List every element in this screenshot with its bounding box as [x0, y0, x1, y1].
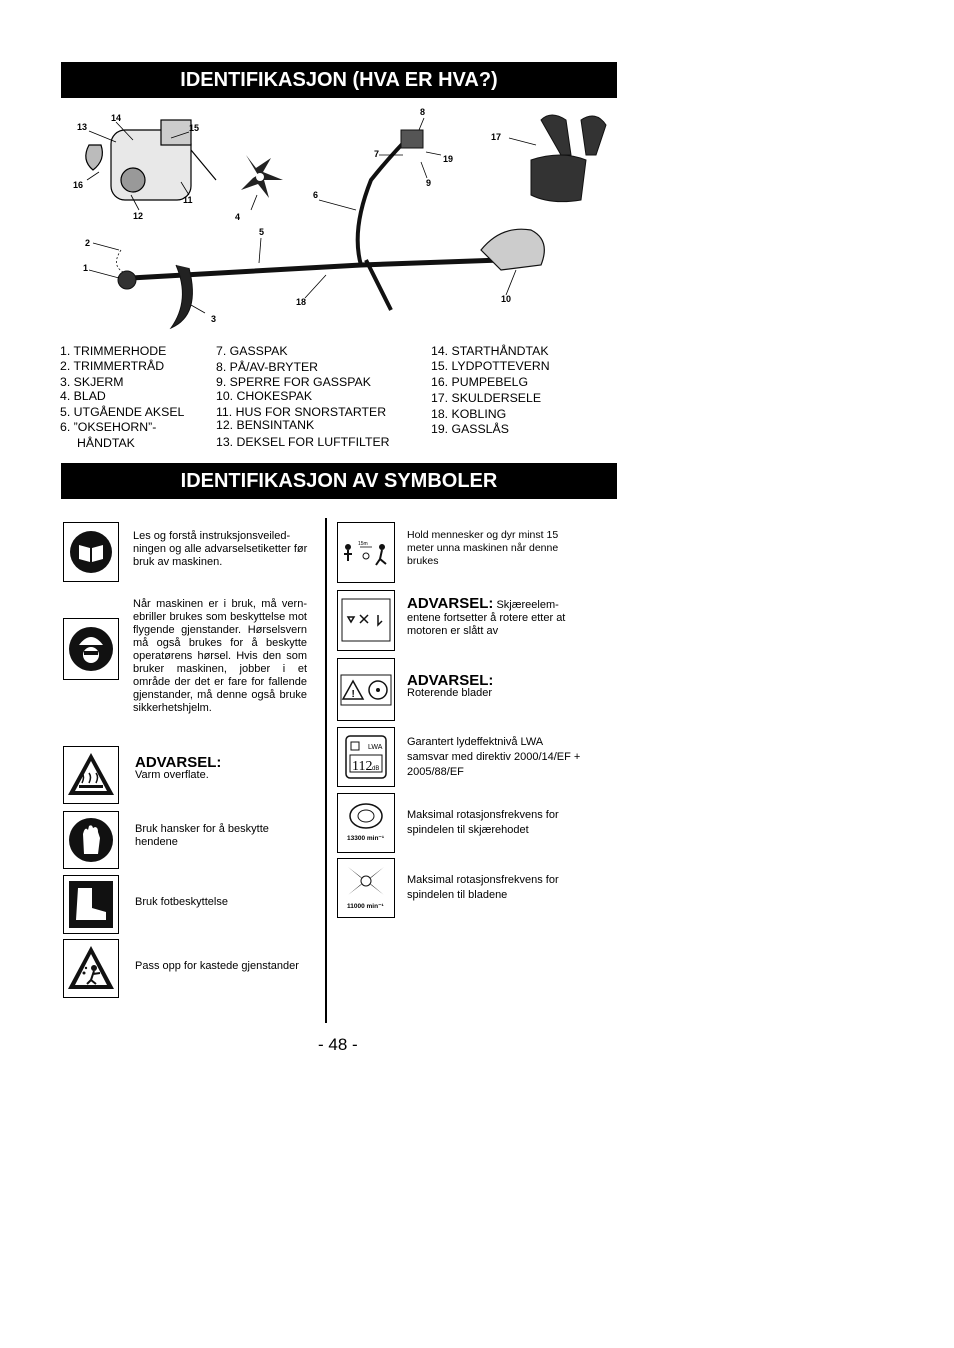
callout-17: 17	[491, 132, 502, 142]
callout-6: 6	[313, 190, 319, 200]
harness-illustration	[531, 115, 606, 202]
part-6-cont: HÅNDTAK	[77, 436, 135, 450]
part-18: 18. KOBLING	[431, 407, 507, 421]
callout-13: 13	[77, 122, 88, 132]
part-16: 16. PUMPEBELG	[431, 375, 529, 389]
noise-value: 112	[352, 759, 373, 774]
part-13: 13. DEKSEL FOR LUFTFILTER	[216, 435, 390, 449]
rotating-blade-icon	[337, 658, 395, 721]
callout-19: 19	[443, 154, 454, 164]
hot-surface-icon	[63, 746, 119, 804]
callout-1: 1	[83, 263, 89, 273]
callout-10: 10	[501, 294, 512, 304]
distance-15m-icon	[337, 522, 395, 583]
callout-12: 12	[133, 211, 144, 221]
trimmer-parts-diagram	[61, 100, 617, 340]
helmet-goggles-icon	[63, 618, 119, 680]
blade-illustration	[241, 155, 283, 198]
part-15: 15. LYDPOTTEVERN	[431, 359, 550, 373]
hot-surface-block	[135, 756, 315, 782]
noise-text: Garantert lydeffektnivå LWA samsvar med direktiv 2000/14/EF + 2005/88/EF	[407, 736, 581, 778]
gloves-icon	[63, 811, 119, 869]
callout-14: 14	[111, 113, 122, 123]
callout-2: 2	[85, 238, 91, 248]
callout-4: 4	[235, 212, 241, 222]
section-title-symbols: IDENTIFIKASJON AV SYMBOLER	[61, 463, 617, 499]
boot-icon	[63, 875, 119, 934]
part-8: 8. PÅ/AV-BRYTER	[216, 360, 319, 374]
part-10: 10. CHOKESPAK	[216, 389, 313, 403]
rpm-blade-label: 11000 min⁻¹	[347, 903, 384, 910]
thrown-text: Pass opp for kastede gjenstander	[135, 960, 299, 972]
hot-warning-heading: ADVARSEL:	[135, 754, 222, 771]
noise-level-icon	[337, 727, 395, 787]
part-7: 7. GASSPAK	[216, 344, 288, 358]
svg-text:!: !	[351, 689, 355, 700]
hot-warning-text: Varm overflate.	[135, 769, 209, 781]
callout-5: 5	[259, 227, 265, 237]
rotate-after-block	[407, 597, 587, 638]
rotating-blade-heading: ADVARSEL:	[407, 672, 494, 689]
rotating-blade-block	[407, 674, 587, 700]
trimmer-head-rpm-icon	[337, 793, 395, 853]
rpm-head-text: Maksimal rotasjonsfrekvens for spindelen til skjærehodet	[407, 809, 559, 836]
noise-label: LWA	[368, 744, 383, 751]
callout-8: 8	[420, 107, 426, 117]
part-12: 12. BENSINTANK	[216, 418, 315, 432]
part-14: 14. STARTHÅNDTAK	[431, 344, 549, 358]
section-title-identification: IDENTIFIKASJON (HVA ER HVA?)	[61, 62, 617, 98]
rotate-after-heading: ADVARSEL:	[407, 595, 494, 612]
callout-16: 16	[73, 180, 84, 190]
blade-rpm-icon	[337, 858, 395, 918]
part-2: 2. TRIMMERTRÅD	[60, 359, 165, 373]
callout-9: 9	[426, 178, 432, 188]
callout-11: 11	[183, 195, 193, 205]
rotating-blade-text: Roterende blader	[407, 687, 493, 699]
callout-15: 15	[189, 123, 200, 133]
part-3: 3. SKJERM	[60, 375, 124, 389]
part-11: 11. HUS FOR SNORSTARTER	[216, 405, 387, 419]
part-4: 4. BLAD	[60, 389, 106, 403]
thrown-objects-icon	[63, 939, 119, 998]
part-6: 6. ”OKSEHORN”-	[60, 420, 157, 434]
distance-label: 15m	[358, 541, 368, 547]
callout-3: 3	[211, 314, 217, 324]
column-divider	[325, 518, 327, 1023]
rpm-head-label: 13300 min⁻¹	[347, 835, 385, 842]
part-9: 9. SPERRE FOR GASSPAK	[216, 375, 371, 389]
noise-unit: dB	[372, 766, 380, 772]
callout-7: 7	[374, 149, 380, 159]
boots-text: Bruk fotbeskyttelse	[135, 896, 228, 908]
part-17: 17. SKULDERSELE	[431, 391, 542, 405]
manual-text: Les og forstå instruksjonsveiled-ningen og alle advarselsetiketter før bruk av maskinen.	[133, 530, 308, 568]
protection-text: Når maskinen er i bruk, må vern-ebriller brukes som beskyttelse mot flygende gjenstander. Hørselsvern må også brukes for å beskytte operatørens hørsel. Hvis den som bruker maskinen, jobber i et område der det er fare for fallende gjenstander, må denne også bruke sikkerhetshjelm.	[133, 598, 307, 714]
read-manual-icon	[63, 522, 119, 582]
part-5: 5. UTGÅENDE AKSEL	[60, 405, 185, 419]
rotating-after-stop-icon	[337, 590, 395, 651]
part-1: 1. TRIMMERHODE	[60, 344, 167, 358]
rotate-after-text: Skjæreelem-entene fortsetter å rotere etter at motoren er slått av	[407, 599, 566, 637]
gloves-text: Bruk hansker for å beskytte hendene	[135, 823, 269, 848]
page-number: - 48 -	[318, 1035, 358, 1054]
distance-text: Hold mennesker og dyr minst 15 meter unna maskinen når denne brukes	[407, 529, 559, 567]
rpm-blade-text: Maksimal rotasjonsfrekvens for spindelen til bladene	[407, 874, 559, 901]
callout-18: 18	[296, 297, 307, 307]
part-19: 19. GASSLÅS	[431, 422, 509, 436]
